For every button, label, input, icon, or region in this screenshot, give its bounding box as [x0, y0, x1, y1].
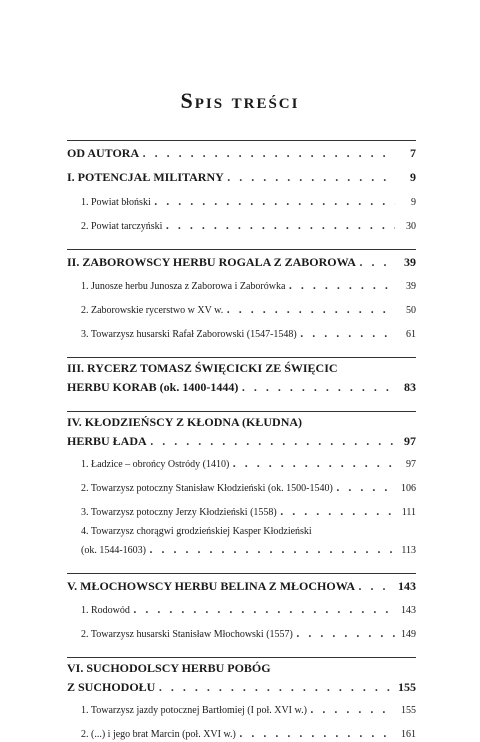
entry-page: 50	[406, 305, 416, 316]
entry-page: 9	[410, 170, 416, 184]
chapter-divider	[67, 411, 416, 412]
entry-page: 155	[398, 680, 416, 694]
toc-entry-4-4[interactable]	[67, 526, 416, 558]
entry-label: I. POTENCJAŁ MILITARNY	[67, 170, 224, 184]
chapter-divider	[67, 573, 416, 574]
entry-label: 3. Towarzysz potoczny Jerzy Kłodzieński (1558)	[81, 507, 277, 518]
entry-page: 143	[401, 605, 416, 616]
toc-entry-4-3[interactable]	[67, 502, 416, 520]
entry-label: II. ZABOROWSCY HERBU ROGALA Z ZABOROWA	[67, 255, 356, 269]
toc-entry-5-2[interactable]	[67, 624, 416, 642]
toc-entry-1-2[interactable]	[67, 216, 416, 234]
toc-entry-chapter-4[interactable]	[67, 415, 416, 450]
entry-page: 97	[406, 459, 416, 470]
entry-label: HERBU ŁADA	[67, 434, 147, 448]
entry-label-line1: IV. KŁODZIEŃSCY Z KŁODNA (KŁUDNA)	[67, 415, 303, 429]
toc-entry-chapter-2[interactable]	[67, 253, 416, 271]
chapter-divider	[67, 657, 416, 658]
entry-page: 39	[406, 281, 416, 292]
entry-label: 2. Zaborowskie rycerstwo w XV w.	[81, 305, 224, 316]
entry-label: HERBU KORAB (ok. 1400-1444)	[67, 380, 239, 394]
entry-page: 39	[404, 255, 416, 269]
entry-page: 30	[406, 221, 416, 232]
entry-label: Z SUCHODOŁU	[67, 680, 156, 694]
toc-entry-2-3[interactable]	[67, 324, 416, 342]
entry-label: 1. Ładzice – obrońcy Ostródy (1410)	[81, 459, 230, 470]
chapter-divider	[67, 357, 416, 358]
entry-page: 61	[406, 329, 416, 340]
toc-entry-4-1[interactable]	[67, 454, 416, 472]
entry-label: 3. Towarzysz husarski Rafał Zaborowski (1547-1548)	[81, 329, 297, 340]
entry-page: 9	[411, 197, 416, 208]
entry-label-line1: III. RYCERZ TOMASZ ŚWIĘCICKI ZE ŚWIĘCIC	[67, 361, 338, 375]
entry-label: 1. Towarzysz jazdy potocznej Bartłomiej (I poł. XVI w.)	[81, 705, 307, 716]
chapter-divider	[67, 249, 416, 250]
entry-label: 1. Powiat błoński	[81, 197, 151, 208]
entry-page: 83	[404, 380, 416, 394]
toc-entry-chapter-5[interactable]	[67, 577, 416, 595]
toc-entry-6-2[interactable]	[67, 724, 416, 742]
entry-label-line1: VI. SUCHODOLSCY HERBU POBÓG	[67, 661, 271, 675]
toc-entry-chapter-3[interactable]	[67, 361, 416, 396]
toc-entry-1-1[interactable]	[67, 192, 416, 210]
toc-entry-od-autora[interactable]	[67, 144, 416, 162]
toc-entry-5-1[interactable]	[67, 600, 416, 618]
chapter-divider	[67, 140, 416, 141]
entry-page: 111	[401, 507, 416, 518]
entry-page: 106	[401, 483, 416, 494]
entry-page: 161	[401, 729, 416, 740]
toc-entry-2-2[interactable]	[67, 300, 416, 318]
table-of-contents	[67, 140, 416, 742]
entry-label: OD AUTORA	[67, 146, 140, 160]
page-title: Spis treści	[180, 88, 300, 113]
entry-label: (ok. 1544-1603)	[81, 545, 146, 556]
entry-label: V. MŁOCHOWSCY HERBU BELINA Z MŁOCHOWA	[67, 579, 356, 593]
entry-page: 97	[404, 434, 416, 448]
entry-page: 143	[398, 579, 416, 593]
toc-entry-4-2[interactable]	[67, 478, 416, 496]
entry-label: 2. Towarzysz husarski Stanisław Młochowski (1557)	[81, 629, 293, 640]
entry-page: 113	[401, 545, 416, 556]
entry-label: 2. (...) i jego brat Marcin (poł. XVI w.)	[81, 729, 236, 740]
entry-label: 1. Junosze herbu Junosza z Zaborowa i Zaborówka	[81, 281, 286, 292]
toc-entry-6-1[interactable]	[67, 700, 416, 718]
toc-entry-2-1[interactable]	[67, 276, 416, 294]
entry-page: 7	[410, 146, 416, 160]
entry-label: 2. Towarzysz potoczny Stanisław Kłodzieński (ok. 1500-1540)	[81, 483, 333, 494]
entry-label: 2. Powiat tarczyński	[81, 221, 163, 232]
entry-label: 1. Rodowód	[81, 605, 130, 616]
toc-entry-chapter-6[interactable]	[67, 661, 416, 696]
entry-page: 149	[401, 629, 416, 640]
toc-entry-chapter-1[interactable]	[67, 168, 416, 186]
entry-page: 155	[401, 705, 416, 716]
entry-label-line1: 4. Towarzysz chorągwi grodzieńskiej Kasper Kłodzieński	[81, 526, 312, 537]
